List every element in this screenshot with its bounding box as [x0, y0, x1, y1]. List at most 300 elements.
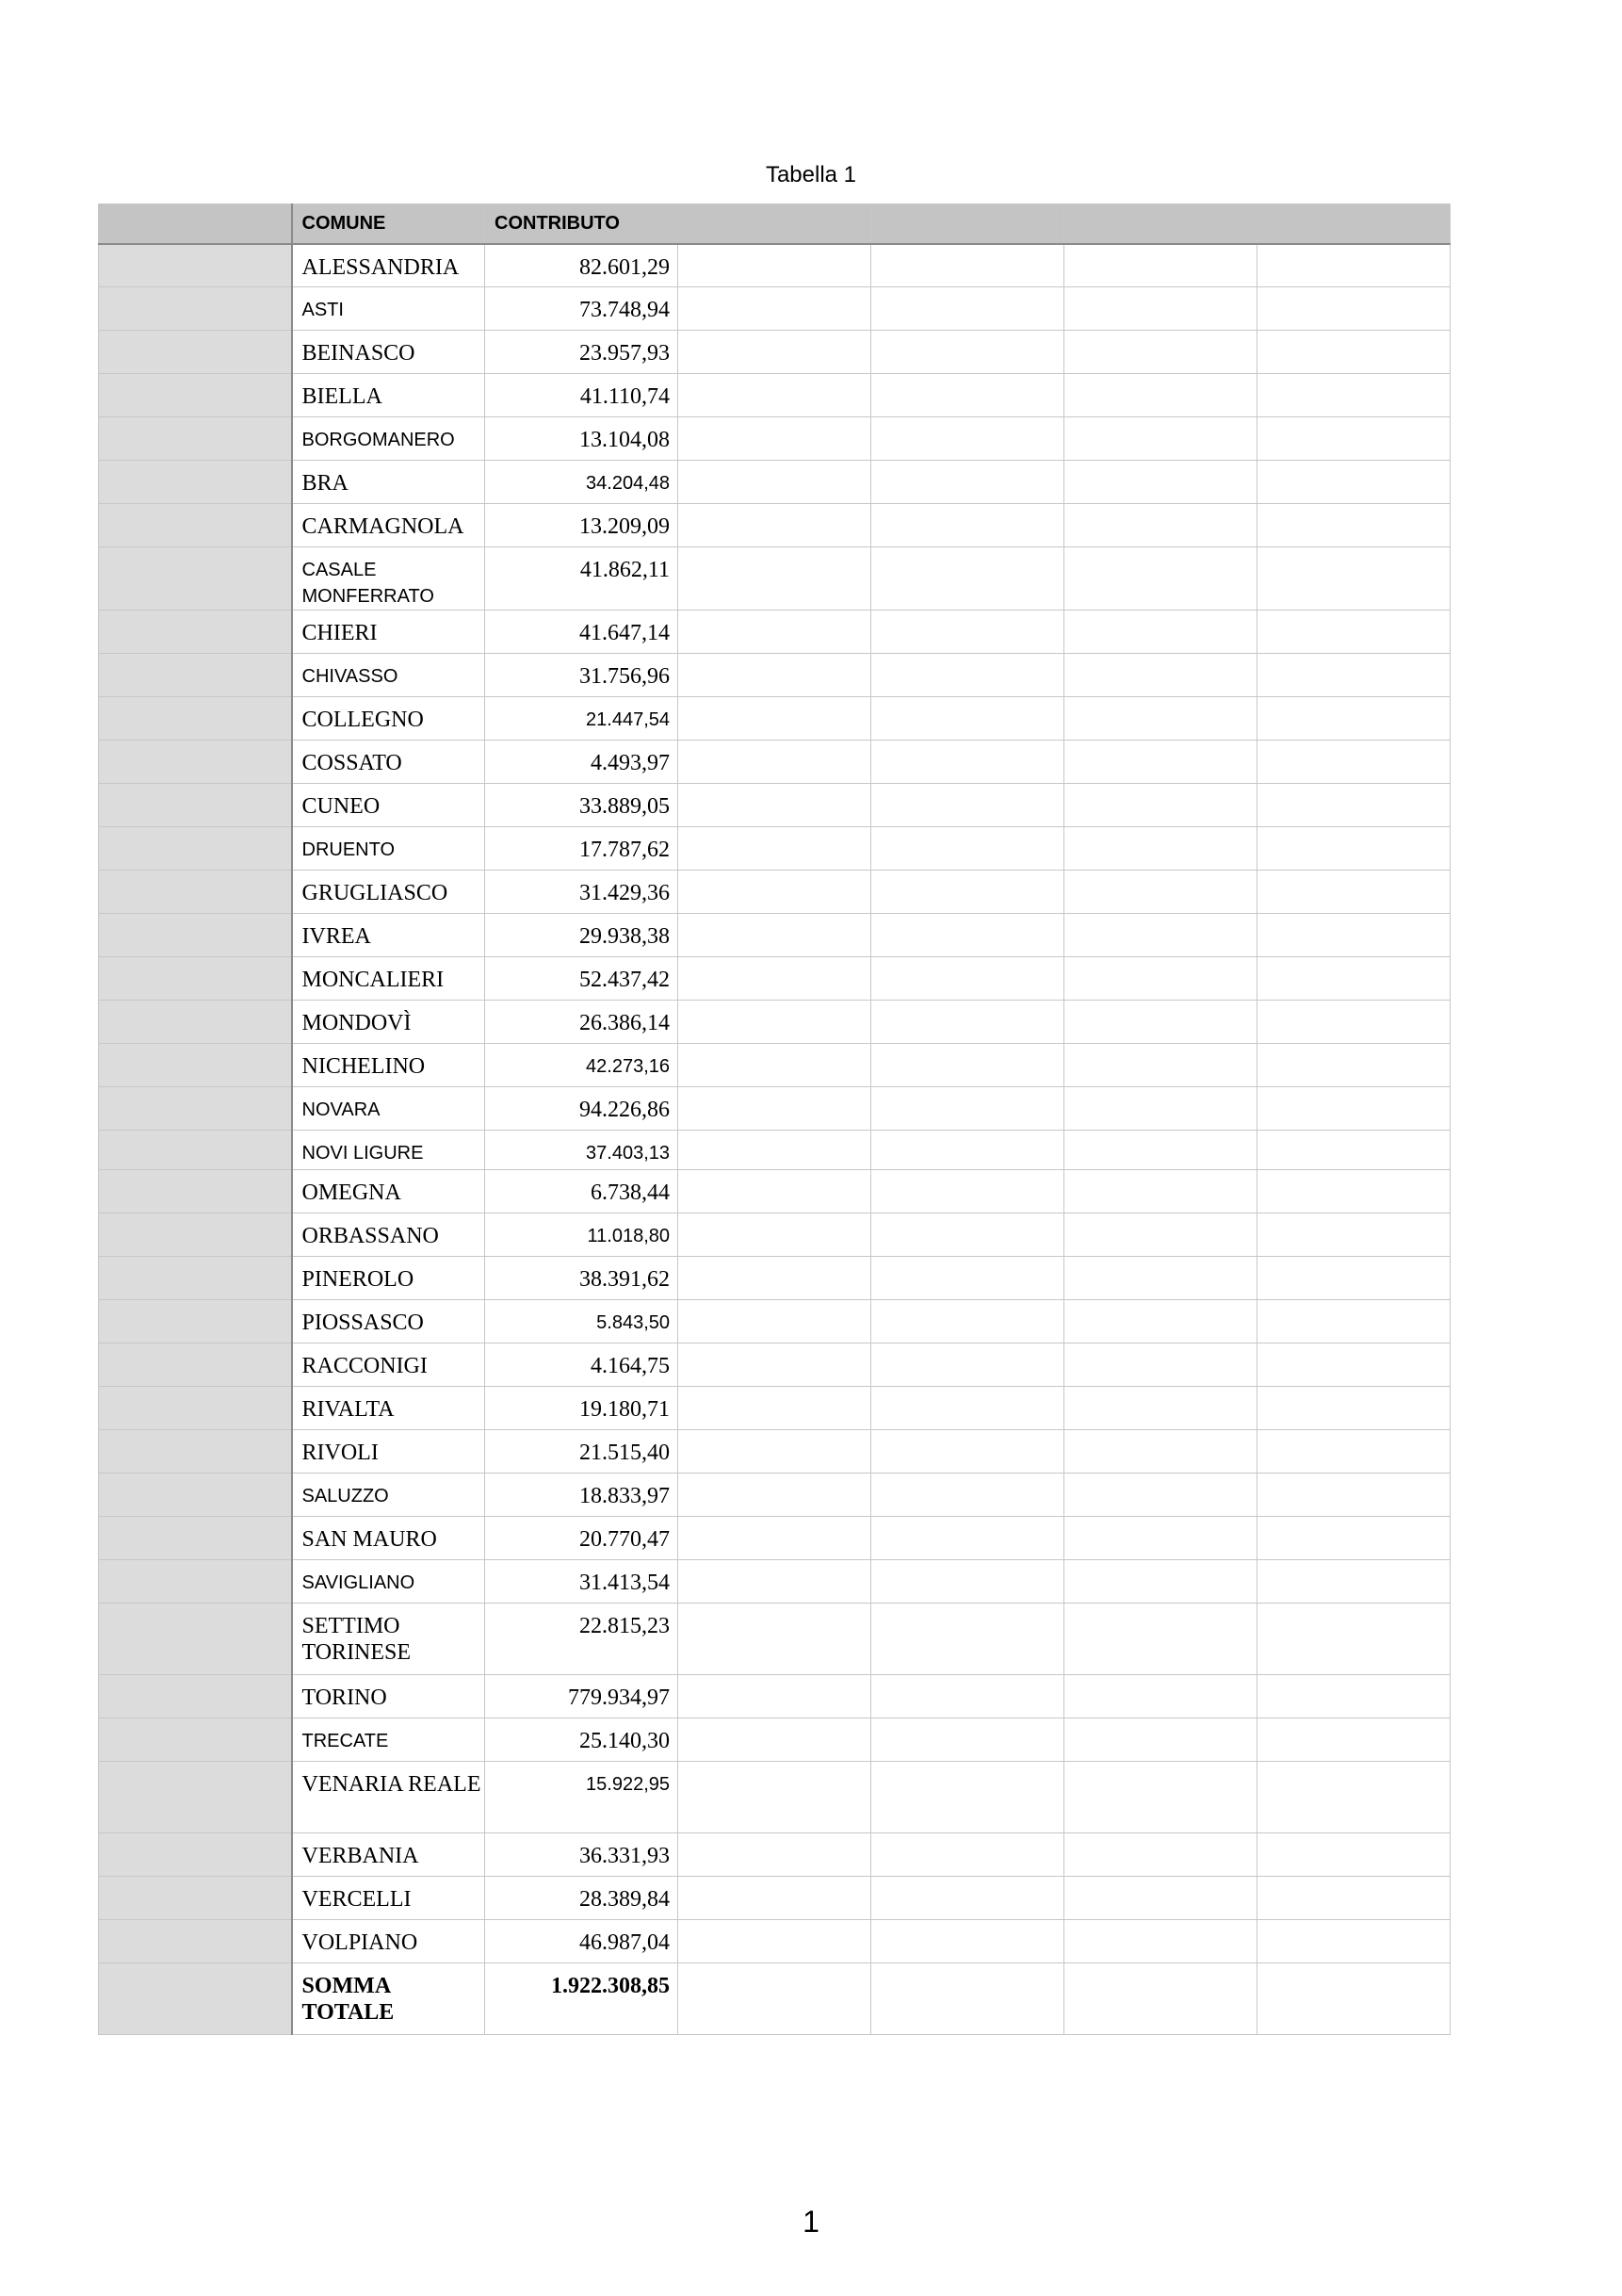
cell-empty [1257, 1257, 1451, 1300]
cell-empty [871, 287, 1064, 331]
cell-contributo: 31.429,36 [485, 871, 678, 914]
cell-empty [1257, 1044, 1451, 1087]
table-row [99, 827, 1451, 871]
table-row [99, 1044, 1451, 1087]
cell-empty [1064, 1131, 1257, 1170]
table-row [99, 1430, 1451, 1474]
row-header-cell [99, 461, 292, 504]
row-header-cell [99, 1963, 292, 2035]
cell-empty [1257, 504, 1451, 547]
cell-empty [1257, 784, 1451, 827]
cell-contributo: 41.862,11 [485, 547, 678, 611]
table-row [99, 1762, 1451, 1833]
cell-empty [1064, 1604, 1257, 1675]
cell-empty [1257, 1213, 1451, 1257]
table-title: Tabella 1 [765, 162, 857, 187]
cell-empty [1064, 654, 1257, 697]
cell-empty [1064, 1001, 1257, 1044]
cell-empty [1064, 827, 1257, 871]
cell-contributo: 33.889,05 [485, 784, 678, 827]
cell-contributo: 22.815,23 [485, 1604, 678, 1675]
cell-empty [871, 1474, 1064, 1517]
cell-empty [1257, 1963, 1451, 2035]
cell-empty [1257, 374, 1451, 417]
cell-empty [871, 914, 1064, 957]
table-row [99, 1920, 1451, 1963]
cell-empty [678, 1963, 871, 2035]
row-header-cell [99, 1604, 292, 1675]
cell-empty [678, 1257, 871, 1300]
cell-empty [678, 1131, 871, 1170]
cell-empty [1064, 1517, 1257, 1560]
cell-comune: TRECATE [292, 1718, 485, 1762]
cell-empty [1257, 741, 1451, 784]
cell-comune: CHIERI [292, 611, 485, 654]
cell-empty [1257, 914, 1451, 957]
cell-comune: NICHELINO [292, 1044, 485, 1087]
cell-contributo: 82.601,29 [485, 244, 678, 287]
row-header-cell [99, 374, 292, 417]
cell-empty [678, 1877, 871, 1920]
cell-empty [871, 417, 1064, 461]
cell-empty [1064, 1762, 1257, 1833]
cell-empty [1064, 1087, 1257, 1131]
cell-empty [678, 1920, 871, 1963]
row-header-cell [99, 1257, 292, 1300]
row-header-cell [99, 1675, 292, 1718]
cell-empty [871, 1560, 1064, 1604]
cell-empty [678, 417, 871, 461]
table-row [99, 287, 1451, 331]
cell-comune: RACCONIGI [292, 1343, 485, 1387]
cell-empty [678, 654, 871, 697]
cell-empty [678, 1300, 871, 1343]
row-header-cell [99, 914, 292, 957]
cell-empty [871, 1044, 1064, 1087]
cell-empty [1257, 1762, 1451, 1833]
cell-empty [871, 784, 1064, 827]
cell-empty [678, 784, 871, 827]
column-header-empty [678, 204, 871, 244]
cell-comune: COLLEGNO [292, 697, 485, 741]
cell-empty [871, 611, 1064, 654]
cell-empty [871, 1833, 1064, 1877]
row-header-cell [99, 1474, 292, 1517]
cell-empty [1257, 1675, 1451, 1718]
cell-contributo: 42.273,16 [485, 1044, 678, 1087]
cell-comune: PINEROLO [292, 1257, 485, 1300]
cell-empty [678, 1718, 871, 1762]
table-row [99, 1300, 1451, 1343]
cell-empty [1257, 1833, 1451, 1877]
cell-empty [1064, 1963, 1257, 2035]
row-header-cell [99, 547, 292, 611]
cell-contributo: 26.386,14 [485, 1001, 678, 1044]
cell-comune: DRUENTO [292, 827, 485, 871]
cell-empty [1064, 1920, 1257, 1963]
cell-comune: SALUZZO [292, 1474, 485, 1517]
row-header-cell [99, 1430, 292, 1474]
row-header-cell [99, 827, 292, 871]
cell-comune: IVREA [292, 914, 485, 957]
cell-empty [678, 1474, 871, 1517]
row-header-cell [99, 244, 292, 287]
cell-empty [871, 1300, 1064, 1343]
table-row [99, 1213, 1451, 1257]
cell-empty [1257, 1877, 1451, 1920]
cell-empty [678, 1604, 871, 1675]
cell-comune: CHIVASSO [292, 654, 485, 697]
cell-empty [1064, 1387, 1257, 1430]
cell-empty [1257, 1718, 1451, 1762]
cell-empty [871, 1675, 1064, 1718]
cell-comune: COSSATO [292, 741, 485, 784]
row-header-cell [99, 331, 292, 374]
cell-empty [678, 871, 871, 914]
cell-empty [871, 1087, 1064, 1131]
table-row [99, 611, 1451, 654]
cell-contributo: 13.104,08 [485, 417, 678, 461]
cell-empty [871, 374, 1064, 417]
cell-comune: SAVIGLIANO [292, 1560, 485, 1604]
cell-empty [678, 611, 871, 654]
cell-contributo: 23.957,93 [485, 331, 678, 374]
cell-empty [1257, 611, 1451, 654]
cell-empty [1257, 461, 1451, 504]
cell-empty [1064, 914, 1257, 957]
cell-empty [1257, 331, 1451, 374]
cell-empty [1257, 1170, 1451, 1213]
cell-contributo: 94.226,86 [485, 1087, 678, 1131]
cell-empty [1064, 1300, 1257, 1343]
table-row [99, 1560, 1451, 1604]
cell-empty [1257, 1343, 1451, 1387]
row-header-cell [99, 871, 292, 914]
cell-empty [1064, 1474, 1257, 1517]
total-row [99, 1963, 1451, 2035]
cell-empty [1064, 957, 1257, 1001]
cell-empty [1064, 1170, 1257, 1213]
cell-empty [678, 957, 871, 1001]
cell-empty [678, 1560, 871, 1604]
cell-empty [871, 827, 1064, 871]
row-header-cell [99, 741, 292, 784]
table-row [99, 1604, 1451, 1675]
cell-empty [871, 1762, 1064, 1833]
table-row [99, 547, 1451, 611]
cell-comune: ALESSANDRIA [292, 244, 485, 287]
cell-contributo: 41.647,14 [485, 611, 678, 654]
column-header-contributo: CONTRIBUTO [485, 204, 678, 244]
cell-empty [1064, 1833, 1257, 1877]
cell-empty [871, 741, 1064, 784]
table-row [99, 1517, 1451, 1560]
cell-empty [1064, 871, 1257, 914]
cell-empty [1257, 654, 1451, 697]
row-header-cell [99, 204, 292, 244]
cell-comune: SETTIMO TORINESE [292, 1604, 485, 1675]
cell-contributo: 17.787,62 [485, 827, 678, 871]
table-row [99, 1257, 1451, 1300]
cell-comune: MONCALIERI [292, 957, 485, 1001]
cell-empty [871, 504, 1064, 547]
row-header-cell [99, 504, 292, 547]
column-header-comune: COMUNE [292, 204, 485, 244]
row-header-cell [99, 417, 292, 461]
cell-empty [1064, 697, 1257, 741]
cell-empty [1064, 374, 1257, 417]
page-number: 1 [803, 2205, 819, 2239]
cell-empty [678, 1387, 871, 1430]
cell-contributo: 11.018,80 [485, 1213, 678, 1257]
cell-empty [871, 697, 1064, 741]
row-header-cell [99, 1920, 292, 1963]
cell-contributo: 21.515,40 [485, 1430, 678, 1474]
cell-empty [1257, 244, 1451, 287]
cell-empty [1257, 1001, 1451, 1044]
cell-empty [1257, 1604, 1451, 1675]
cell-contributo: 38.391,62 [485, 1257, 678, 1300]
table-row [99, 1877, 1451, 1920]
cell-empty [678, 1675, 871, 1718]
cell-empty [678, 287, 871, 331]
cell-empty [678, 504, 871, 547]
cell-contributo: 37.403,13 [485, 1131, 678, 1170]
table-row [99, 957, 1451, 1001]
cell-empty [1257, 1430, 1451, 1474]
table-row [99, 1387, 1451, 1430]
cell-empty [678, 914, 871, 957]
row-header-cell [99, 1044, 292, 1087]
row-header-cell [99, 287, 292, 331]
row-header-cell [99, 784, 292, 827]
cell-empty [1064, 741, 1257, 784]
cell-comune: ORBASSANO [292, 1213, 485, 1257]
cell-empty [1257, 697, 1451, 741]
row-header-cell [99, 1087, 292, 1131]
cell-empty [1064, 1718, 1257, 1762]
cell-contributo: 31.756,96 [485, 654, 678, 697]
row-header-cell [99, 697, 292, 741]
cell-empty [1257, 957, 1451, 1001]
cell-contributo: 25.140,30 [485, 1718, 678, 1762]
cell-empty [871, 1517, 1064, 1560]
row-header-cell [99, 1387, 292, 1430]
cell-empty [1257, 1474, 1451, 1517]
cell-comune: SAN MAURO [292, 1517, 485, 1560]
cell-empty [1064, 461, 1257, 504]
cell-empty [678, 461, 871, 504]
cell-empty [678, 1044, 871, 1087]
cell-empty [1064, 1675, 1257, 1718]
table-row [99, 914, 1451, 957]
cell-empty [678, 1170, 871, 1213]
cell-empty [1064, 611, 1257, 654]
row-header-cell [99, 1762, 292, 1833]
table-row [99, 374, 1451, 417]
table-row [99, 417, 1451, 461]
cell-empty [678, 1213, 871, 1257]
table-row [99, 784, 1451, 827]
header-row [99, 204, 1451, 244]
table-row [99, 1343, 1451, 1387]
cell-empty [1257, 1300, 1451, 1343]
cell-empty [871, 547, 1064, 611]
cell-comune: VOLPIANO [292, 1920, 485, 1963]
cell-contributo: 13.209,09 [485, 504, 678, 547]
cell-contributo: 6.738,44 [485, 1170, 678, 1213]
cell-comune: NOVI LIGURE [292, 1131, 485, 1170]
table-row [99, 331, 1451, 374]
cell-empty [1064, 1343, 1257, 1387]
table-row [99, 1675, 1451, 1718]
cell-comune: BIELLA [292, 374, 485, 417]
table-row [99, 1833, 1451, 1877]
row-header-cell [99, 1001, 292, 1044]
table-row [99, 697, 1451, 741]
cell-empty [1257, 417, 1451, 461]
cell-contributo: 31.413,54 [485, 1560, 678, 1604]
cell-contributo: 28.389,84 [485, 1877, 678, 1920]
cell-contributo: 36.331,93 [485, 1833, 678, 1877]
cell-empty [1257, 547, 1451, 611]
cell-empty [678, 741, 871, 784]
cell-empty [1257, 871, 1451, 914]
cell-empty [1064, 331, 1257, 374]
cell-contributo: 46.987,04 [485, 1920, 678, 1963]
row-header-cell [99, 611, 292, 654]
table-row [99, 1087, 1451, 1131]
cell-comune: VERCELLI [292, 1877, 485, 1920]
total-value: 1.922.308,85 [485, 1963, 678, 2035]
cell-comune: CASALE MONFERRATO [292, 547, 485, 611]
cell-empty [1064, 1430, 1257, 1474]
cell-empty [678, 1517, 871, 1560]
cell-empty [678, 1430, 871, 1474]
cell-contributo: 73.748,94 [485, 287, 678, 331]
cell-empty [1257, 827, 1451, 871]
table-row [99, 244, 1451, 287]
cell-empty [871, 331, 1064, 374]
cell-contributo: 15.922,95 [485, 1762, 678, 1833]
cell-contributo: 5.843,50 [485, 1300, 678, 1343]
cell-empty [1064, 1560, 1257, 1604]
cell-empty [1257, 1517, 1451, 1560]
row-header-cell [99, 1560, 292, 1604]
cell-empty [1064, 1044, 1257, 1087]
cell-comune: CUNEO [292, 784, 485, 827]
cell-comune: RIVALTA [292, 1387, 485, 1430]
cell-comune: VENARIA REALE [292, 1762, 485, 1833]
cell-empty [678, 1762, 871, 1833]
cell-empty [1257, 1387, 1451, 1430]
cell-comune: CARMAGNOLA [292, 504, 485, 547]
data-table [98, 204, 1451, 2035]
cell-empty [871, 1963, 1064, 2035]
cell-comune: BORGOMANERO [292, 417, 485, 461]
table-row [99, 504, 1451, 547]
cell-contributo: 41.110,74 [485, 374, 678, 417]
cell-empty [678, 1343, 871, 1387]
cell-comune: BEINASCO [292, 331, 485, 374]
cell-comune: PIOSSASCO [292, 1300, 485, 1343]
cell-empty [871, 1131, 1064, 1170]
cell-contributo: 779.934,97 [485, 1675, 678, 1718]
cell-empty [1064, 547, 1257, 611]
row-header-cell [99, 1517, 292, 1560]
cell-empty [871, 1001, 1064, 1044]
cell-empty [678, 374, 871, 417]
cell-comune: OMEGNA [292, 1170, 485, 1213]
cell-contributo: 52.437,42 [485, 957, 678, 1001]
cell-empty [1257, 1087, 1451, 1131]
cell-contributo: 19.180,71 [485, 1387, 678, 1430]
cell-empty [678, 1833, 871, 1877]
cell-empty [678, 1087, 871, 1131]
table-row [99, 741, 1451, 784]
cell-comune: ASTI [292, 287, 485, 331]
cell-empty [871, 1213, 1064, 1257]
cell-empty [1257, 1920, 1451, 1963]
cell-empty [1064, 1877, 1257, 1920]
cell-contributo: 21.447,54 [485, 697, 678, 741]
cell-comune: VERBANIA [292, 1833, 485, 1877]
cell-empty [871, 1920, 1064, 1963]
row-header-cell [99, 1131, 292, 1170]
cell-empty [871, 1170, 1064, 1213]
cell-empty [678, 244, 871, 287]
total-label: SOMMA TOTALE [292, 1963, 485, 2035]
cell-empty [871, 1718, 1064, 1762]
cell-comune: RIVOLI [292, 1430, 485, 1474]
row-header-cell [99, 1213, 292, 1257]
cell-empty [1064, 784, 1257, 827]
cell-empty [871, 871, 1064, 914]
column-header-empty [1064, 204, 1257, 244]
cell-comune: NOVARA [292, 1087, 485, 1131]
cell-contributo: 4.164,75 [485, 1343, 678, 1387]
cell-empty [871, 654, 1064, 697]
cell-empty [1064, 244, 1257, 287]
cell-comune: BRA [292, 461, 485, 504]
cell-empty [1064, 287, 1257, 331]
cell-empty [871, 1257, 1064, 1300]
cell-empty [678, 547, 871, 611]
row-header-cell [99, 1343, 292, 1387]
cell-contributo: 34.204,48 [485, 461, 678, 504]
column-header-empty [1257, 204, 1451, 244]
cell-empty [871, 244, 1064, 287]
cell-empty [871, 1387, 1064, 1430]
cell-empty [871, 957, 1064, 1001]
cell-contributo: 20.770,47 [485, 1517, 678, 1560]
cell-empty [1257, 1131, 1451, 1170]
row-header-cell [99, 1877, 292, 1920]
cell-empty [678, 697, 871, 741]
table-row [99, 1170, 1451, 1213]
cell-empty [871, 461, 1064, 504]
table-row [99, 654, 1451, 697]
cell-empty [1064, 417, 1257, 461]
cell-empty [871, 1343, 1064, 1387]
cell-empty [1064, 504, 1257, 547]
row-header-cell [99, 957, 292, 1001]
cell-empty [871, 1877, 1064, 1920]
cell-empty [1064, 1213, 1257, 1257]
cell-empty [871, 1430, 1064, 1474]
row-header-cell [99, 654, 292, 697]
row-header-cell [99, 1300, 292, 1343]
